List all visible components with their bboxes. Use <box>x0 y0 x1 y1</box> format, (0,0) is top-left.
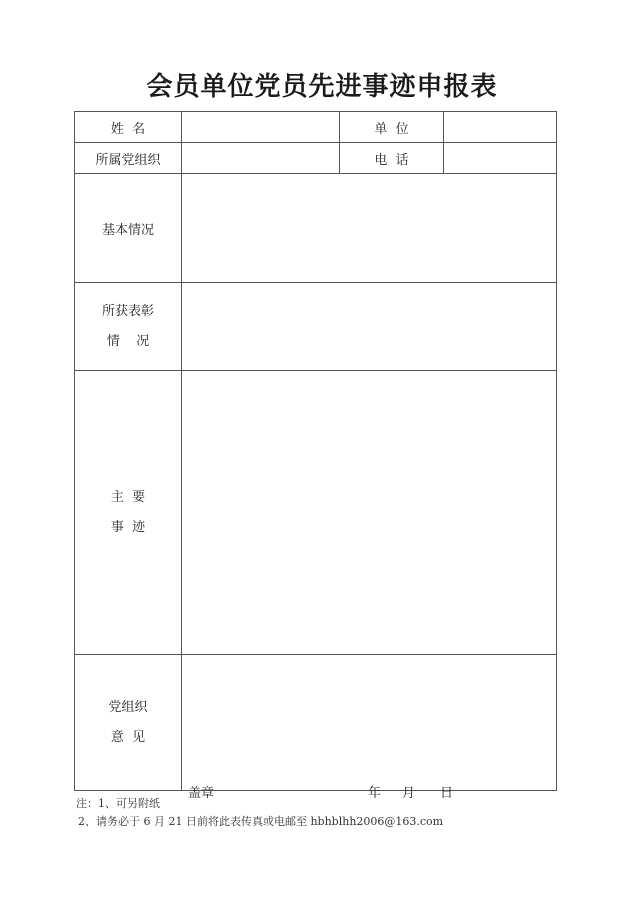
note-line-1: 注：1、可另附纸 <box>76 797 160 810</box>
notes <box>76 795 443 831</box>
opinion-field[interactable] <box>182 655 557 801</box>
name-field[interactable] <box>182 112 340 143</box>
application-form-table <box>74 111 557 801</box>
honors-label <box>75 283 182 371</box>
opinion-label <box>75 655 182 791</box>
unit-label: 单 位 <box>340 112 444 143</box>
party-org-label: 所属党组织 <box>75 143 182 174</box>
day-label: 日 <box>440 786 454 801</box>
deeds-label-line2: 事 迹 <box>110 519 146 535</box>
basic-info-field[interactable] <box>182 174 557 283</box>
opinion-label-line2: 意 见 <box>110 729 146 745</box>
honors-field[interactable] <box>182 283 557 371</box>
basic-info-label: 基本情况 <box>75 174 182 283</box>
unit-field[interactable] <box>444 112 557 143</box>
note-line-2: 2、请务必于 6 月 21 日前将此表传真或电邮至 hbhblhh2006@163.com <box>78 815 444 828</box>
deeds-field[interactable] <box>182 371 557 655</box>
form-title: 会员单位党员先进事迹申报表 <box>146 72 498 102</box>
party-org-field[interactable] <box>182 143 340 174</box>
phone-field[interactable] <box>444 143 557 174</box>
year-label: 年 <box>368 786 382 801</box>
seal-label: 盖章 <box>188 786 215 801</box>
name-label: 姓 名 <box>75 112 182 143</box>
deeds-label-line1: 主 要 <box>110 489 146 505</box>
deeds-label <box>75 371 182 655</box>
honors-label-line1: 所获表彰 <box>101 303 154 319</box>
honors-label-line2: 情 况 <box>106 333 150 349</box>
opinion-label-line1: 党组织 <box>108 699 148 715</box>
month-label: 月 <box>402 786 416 801</box>
phone-label: 电 话 <box>340 143 444 174</box>
